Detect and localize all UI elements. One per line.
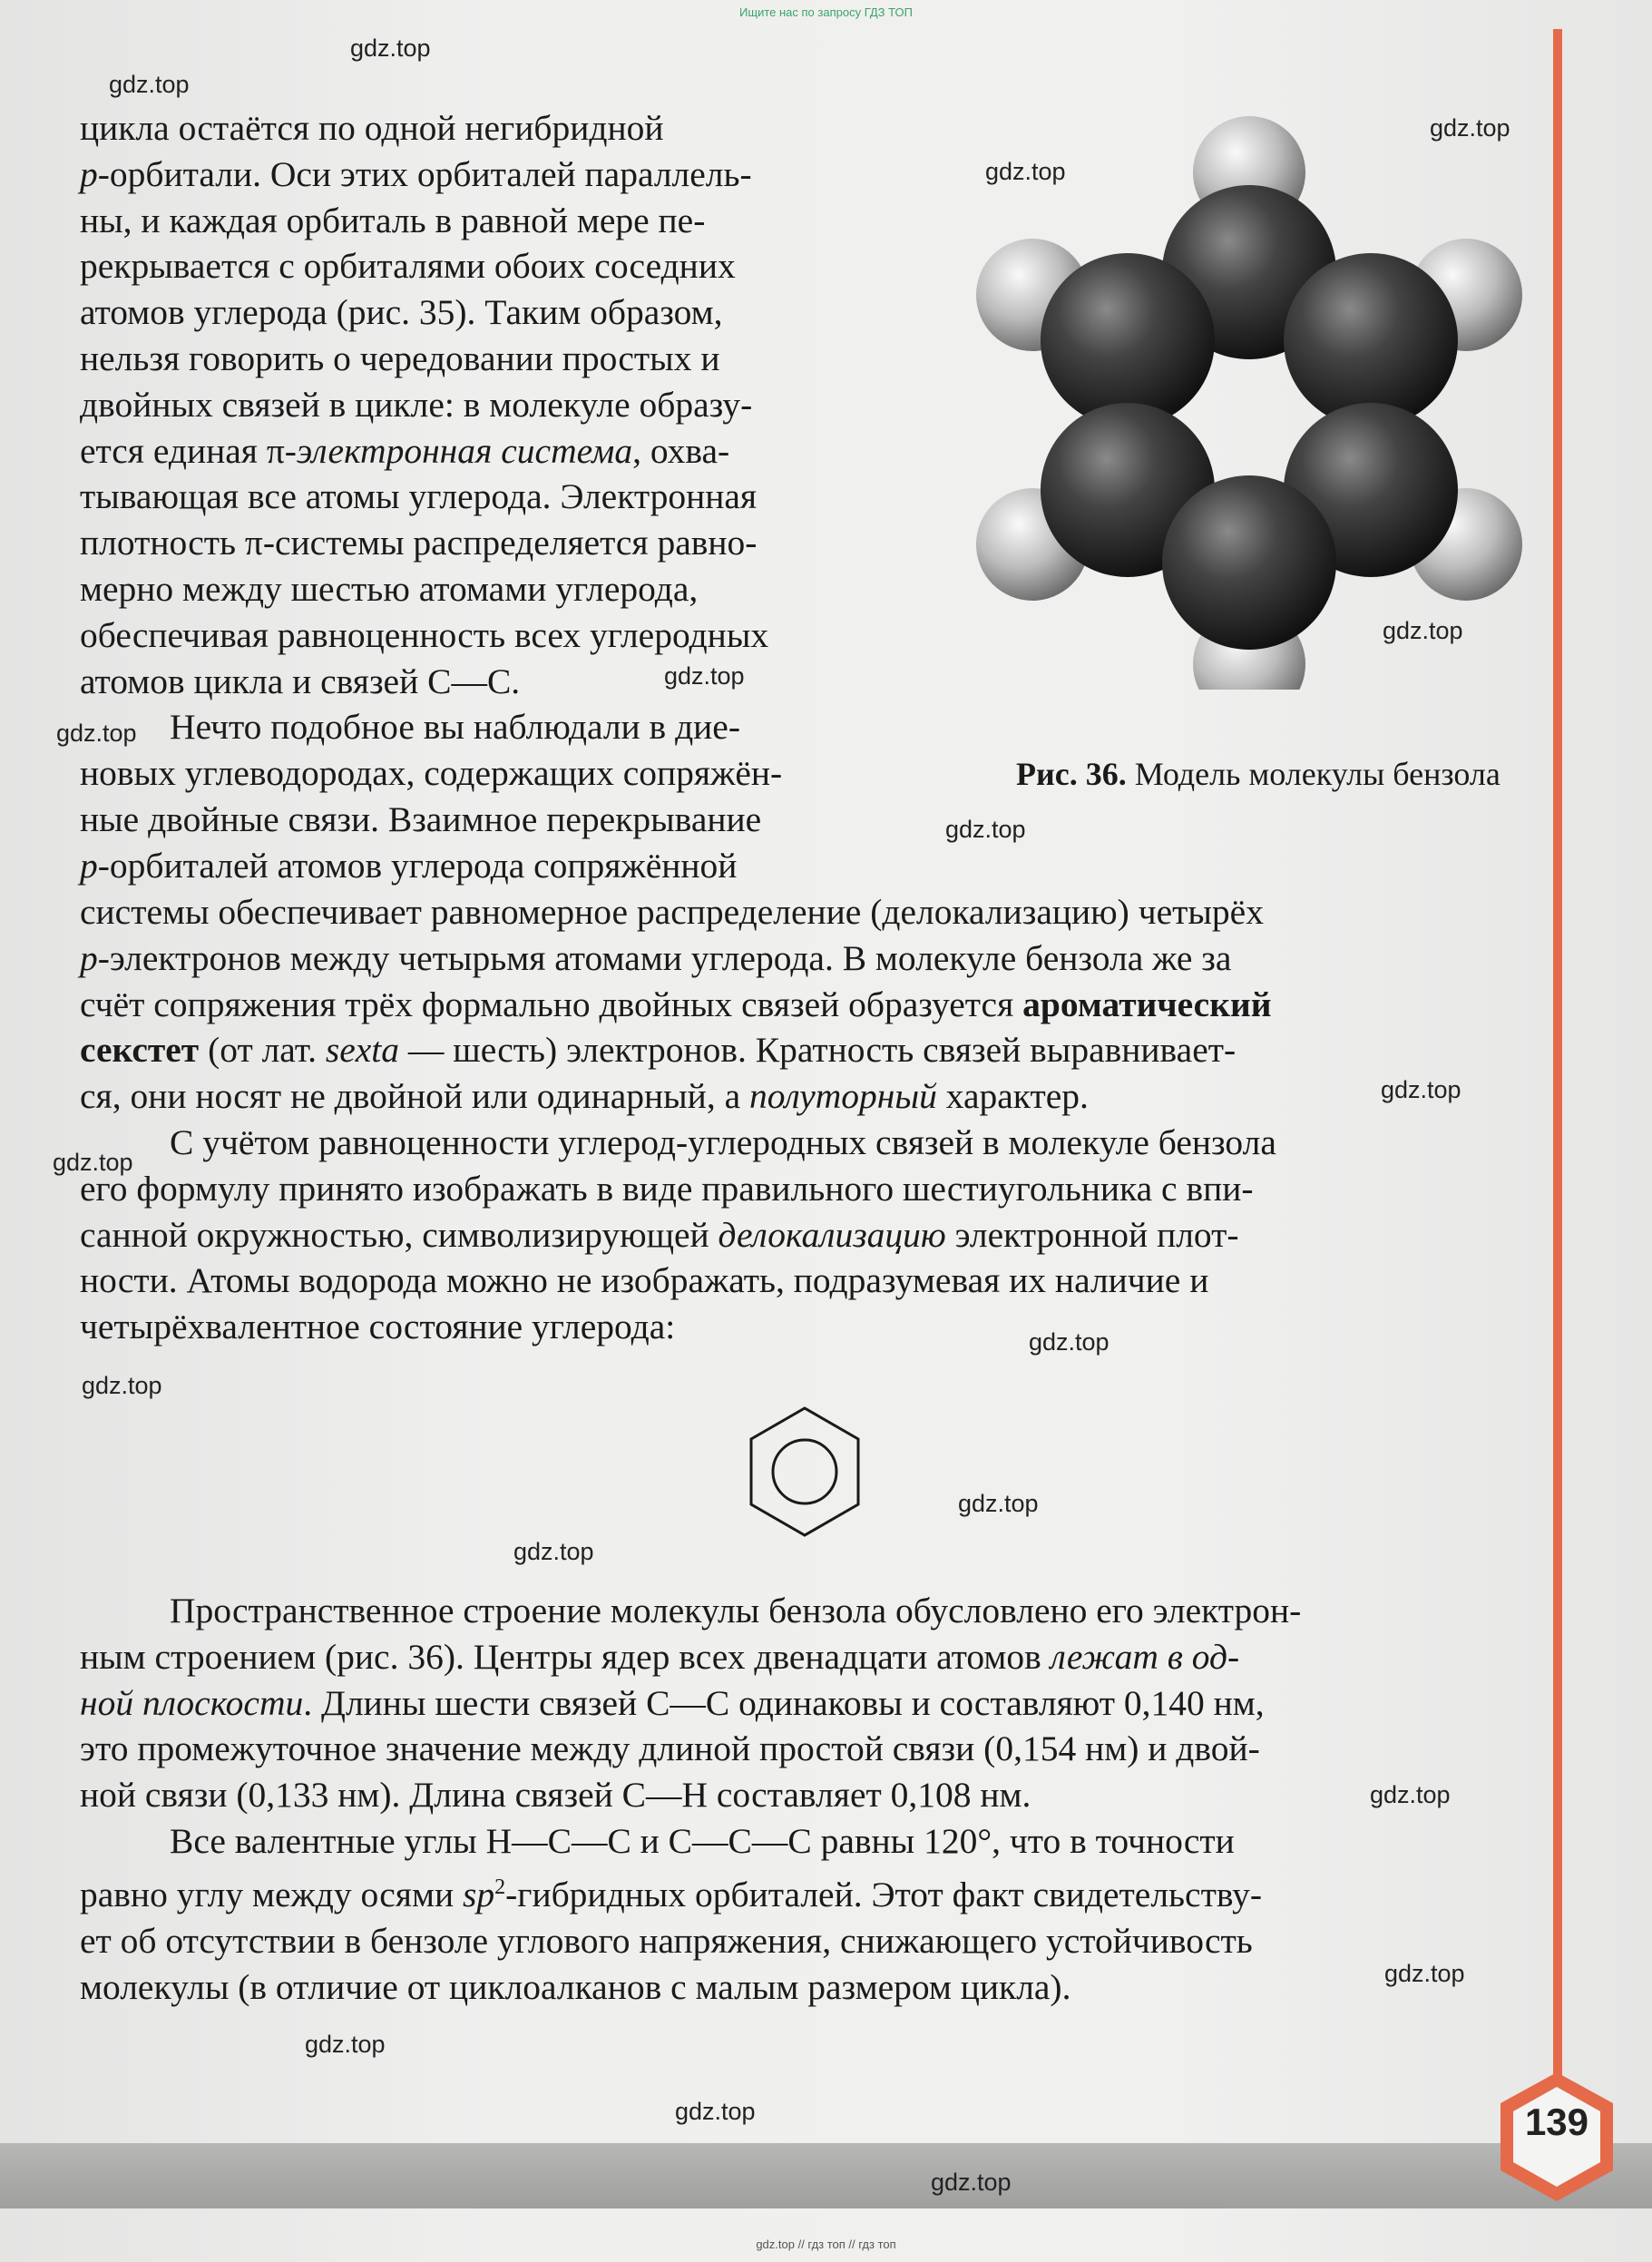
- figure-caption: [1016, 753, 1524, 795]
- top-banner: Ищите нас по запросу ГДЗ ТОП: [739, 5, 913, 19]
- figure-caption-text: Модель молекулы бензола: [1134, 756, 1500, 792]
- text-line: ся, они носят не двойной или одинарный, а полуторный характер.: [80, 1076, 1089, 1117]
- text-line: плотность π-системы распределяется равно-: [80, 523, 758, 563]
- text-line: Пространственное строение молекулы бензола обусловлено его электрон-: [170, 1591, 1302, 1630]
- text-line: Нечто подобное вы наблюдали в дие-: [170, 707, 740, 748]
- bottom-banner: gdz.top // гдз топ // гдз топ: [756, 2238, 896, 2251]
- watermark: gdz.top: [513, 1538, 594, 1565]
- text-line: ет об отсутствии в бензоле углового напряжения, снижающего устойчивость: [80, 1920, 1253, 1961]
- text-line: Все валентные углы Н—С—С и С—С—С равны 120°, что в точности: [170, 1820, 1235, 1861]
- watermark: gdz.top: [1383, 617, 1463, 644]
- watermark: gdz.top: [664, 662, 745, 690]
- text-line: нельзя говорить о чередовании простых и: [80, 338, 720, 378]
- text-line: p-электронов между четырьмя атомами углерода. В молекуле бензола же за: [80, 937, 1232, 978]
- text-line: ности. Атомы водорода можно не изображать, подразумевая их наличие и: [80, 1260, 1209, 1301]
- watermark: gdz.top: [56, 720, 137, 747]
- text-line: атомов цикла и связей С—С.: [80, 661, 521, 701]
- text-line: цикла остаётся по одной негибридной: [80, 108, 664, 148]
- text-line: ной связи (0,133 нм). Длина связей С—Н составляет 0,108 нм.: [80, 1775, 1031, 1816]
- text-line: С учётом равноценности углерод-углеродных связей в молекуле бензола: [170, 1121, 1276, 1162]
- text-line: тывающая все атомы углерода. Электронная: [80, 476, 758, 517]
- text-line: молекулы (в отличие от циклоалканов с малым размером цикла).: [80, 1966, 1071, 2007]
- text-line: это промежуточное значение между длиной простой связи (0,154 нм) и двой-: [80, 1728, 1260, 1769]
- carbon-atom-bottom: [1162, 475, 1336, 650]
- benzene-hexagon-formula: [746, 1405, 864, 1539]
- figure-label: Рис. 36.: [1016, 756, 1127, 792]
- text-line: его формулу принято изображать в виде правильного шестиугольника с впи-: [80, 1168, 1254, 1209]
- text-line: двойных связей в цикле: в молекуле образу-: [80, 384, 753, 425]
- text-column-wide: [80, 889, 1524, 1350]
- watermark: gdz.top: [1384, 1960, 1465, 1987]
- text-line: санной окружностью, символизирующей делокализацию электронной плот-: [80, 1214, 1239, 1255]
- text-line: p-орбитали. Оси этих орбиталей параллель-: [80, 153, 752, 194]
- text-line: обеспечивая равноценность всех углеродных: [80, 614, 769, 655]
- watermark: gdz.top: [53, 1149, 133, 1176]
- text-line: новых углеводородах, содержащих сопряжён-: [80, 753, 783, 794]
- text-line: равно углу между осями $sp^2$-гибридных орбиталей. Этот факт свидетельству-: [80, 1874, 1263, 1914]
- text-line: ны, и каждая орбиталь в равной мере пе-: [80, 200, 706, 240]
- watermark: gdz.top: [350, 34, 431, 62]
- watermark: gdz.top: [931, 2169, 1012, 2196]
- red-margin-rule: [1553, 29, 1562, 2089]
- text-line: секстет (от лат. sexta — шесть) электронов. Кратность связей выравнивает-: [80, 1030, 1237, 1071]
- carbon-atom-upper-left: [1041, 253, 1215, 427]
- text-column-lower: [80, 1588, 1524, 2010]
- text-line: четырёхвалентное состояние углерода:: [80, 1307, 676, 1347]
- text-line: ется единая π-электронная система, охва-: [80, 430, 730, 471]
- text-column-narrow: [80, 105, 920, 889]
- watermark: gdz.top: [985, 158, 1066, 185]
- watermark: gdz.top: [109, 71, 190, 98]
- watermark: gdz.top: [1029, 1328, 1109, 1356]
- text-line: ным строением (рис. 36). Центры ядер всех двенадцати атомов лежат в од-: [80, 1636, 1240, 1677]
- watermark: gdz.top: [1381, 1076, 1461, 1103]
- text-line: мерно между шестью атомами углерода,: [80, 568, 699, 609]
- text-line: счёт сопряжения трёх формально двойных связей образуется ароматический: [80, 984, 1272, 1024]
- benzene-space-filling-model: [969, 109, 1531, 690]
- carbon-atom-upper-right: [1284, 253, 1458, 427]
- text-line: системы обеспечивает равномерное распределение (делокализацию) четырёх: [80, 892, 1264, 932]
- footer-strip: [0, 2143, 1652, 2208]
- text-line: p-орбиталей атомов углерода сопряжённой: [80, 845, 738, 886]
- text-line: атомов углерода (рис. 35). Таким образом,: [80, 292, 723, 333]
- watermark: gdz.top: [958, 1490, 1039, 1517]
- watermark: gdz.top: [945, 816, 1026, 843]
- watermark: gdz.top: [82, 1372, 162, 1399]
- watermark: gdz.top: [1430, 114, 1510, 142]
- text-line: рекрывается с орбиталями обоих соседних: [80, 246, 736, 287]
- text-line: ные двойные связи. Взаимное перекрывание: [80, 798, 762, 839]
- page-number: 139: [1524, 2100, 1589, 2143]
- watermark: gdz.top: [675, 2098, 756, 2125]
- watermark: gdz.top: [1370, 1781, 1451, 1808]
- watermark: gdz.top: [305, 2031, 386, 2058]
- text-line: ной плоскости. Длины шести связей С—С одинаковы и составляют 0,140 нм,: [80, 1682, 1265, 1723]
